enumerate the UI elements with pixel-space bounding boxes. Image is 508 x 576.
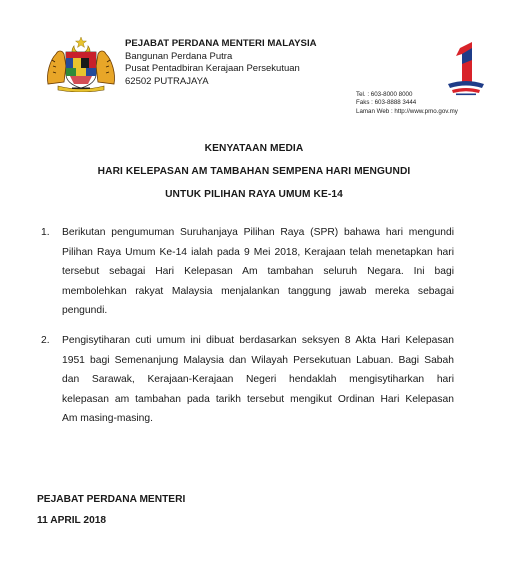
paragraph-line: 1951 bagi Semenanjung Malaysia dan Wilayah Persekutuan Labuan. Bagi Sabah — [62, 354, 454, 366]
telephone-line: Tel. : 603-8000 8000 — [356, 91, 413, 98]
document-title-line-1: HARI KELEPASAN AM TAMBAHAN SEMPENA HARI MENGUNDI — [97, 166, 411, 177]
issuer-name: PEJABAT PERDANA MENTERI — [37, 494, 186, 505]
organization-name: PEJABAT PERDANA MENTERI MALAYSIA — [125, 38, 317, 49]
address-line: Pusat Pentadbiran Kerajaan Persekutuan — [125, 63, 300, 74]
website-line: Laman Web : http://www.pmo.gov.my — [356, 107, 458, 115]
paragraph-line: Pilihan Raya Umum Ke-14 ialah pada 9 Mei 2018, Kerajaan telah menetapkan hari — [62, 246, 454, 258]
paragraph-1 — [41, 223, 454, 321]
campaign-logo-icon — [446, 42, 486, 96]
paragraph-2 — [41, 331, 454, 429]
address-line: Bangunan Perdana Putra — [125, 50, 233, 62]
paragraph-line: tersebut sebagai Hari Kelepasan Am tambahan seluruh Negara. Ini bagi — [62, 266, 454, 278]
paragraph-line: membolehkan rakyat Malaysia menjalankan tanggung jawab mereka sebagai — [62, 285, 454, 297]
fax-line: Faks : 603-8888 3444 — [356, 99, 417, 107]
paragraph-line: Am masing-masing. — [62, 413, 153, 425]
document-title-line-2: UNTUK PILIHAN RAYA UMUM KE-14 — [165, 189, 343, 200]
paragraph-line: pengundi. — [62, 305, 108, 317]
issue-date: 11 APRIL 2018 — [37, 515, 107, 526]
coat-of-arms-icon — [44, 36, 118, 92]
document-type-heading: KENYATAAN MEDIA — [204, 143, 304, 154]
address-line: 62502 PUTRAJAYA — [125, 75, 209, 87]
letterhead-address — [125, 38, 317, 88]
paragraph-line: Pengisytiharan cuti umum ini dibuat berdasarkan seksyen 8 Akta Hari Kelepasan — [62, 335, 454, 346]
paragraph-number: 2. — [41, 335, 50, 346]
contact-block — [356, 91, 458, 116]
paragraph-number: 1. — [41, 227, 50, 238]
paragraph-line: dan Sarawak, Kerajaan-Kerajaan Negeri hendaklah mengisytiharkan hari — [62, 374, 454, 386]
paragraph-line: kelepasan am tambahan pada tarikh tersebut mengikut Ordinan Hari Kelepasan — [62, 393, 454, 405]
paragraph-line: Berikutan pengumuman Suruhanjaya Pilihan Raya (SPR) bahawa hari mengundi — [62, 227, 454, 238]
